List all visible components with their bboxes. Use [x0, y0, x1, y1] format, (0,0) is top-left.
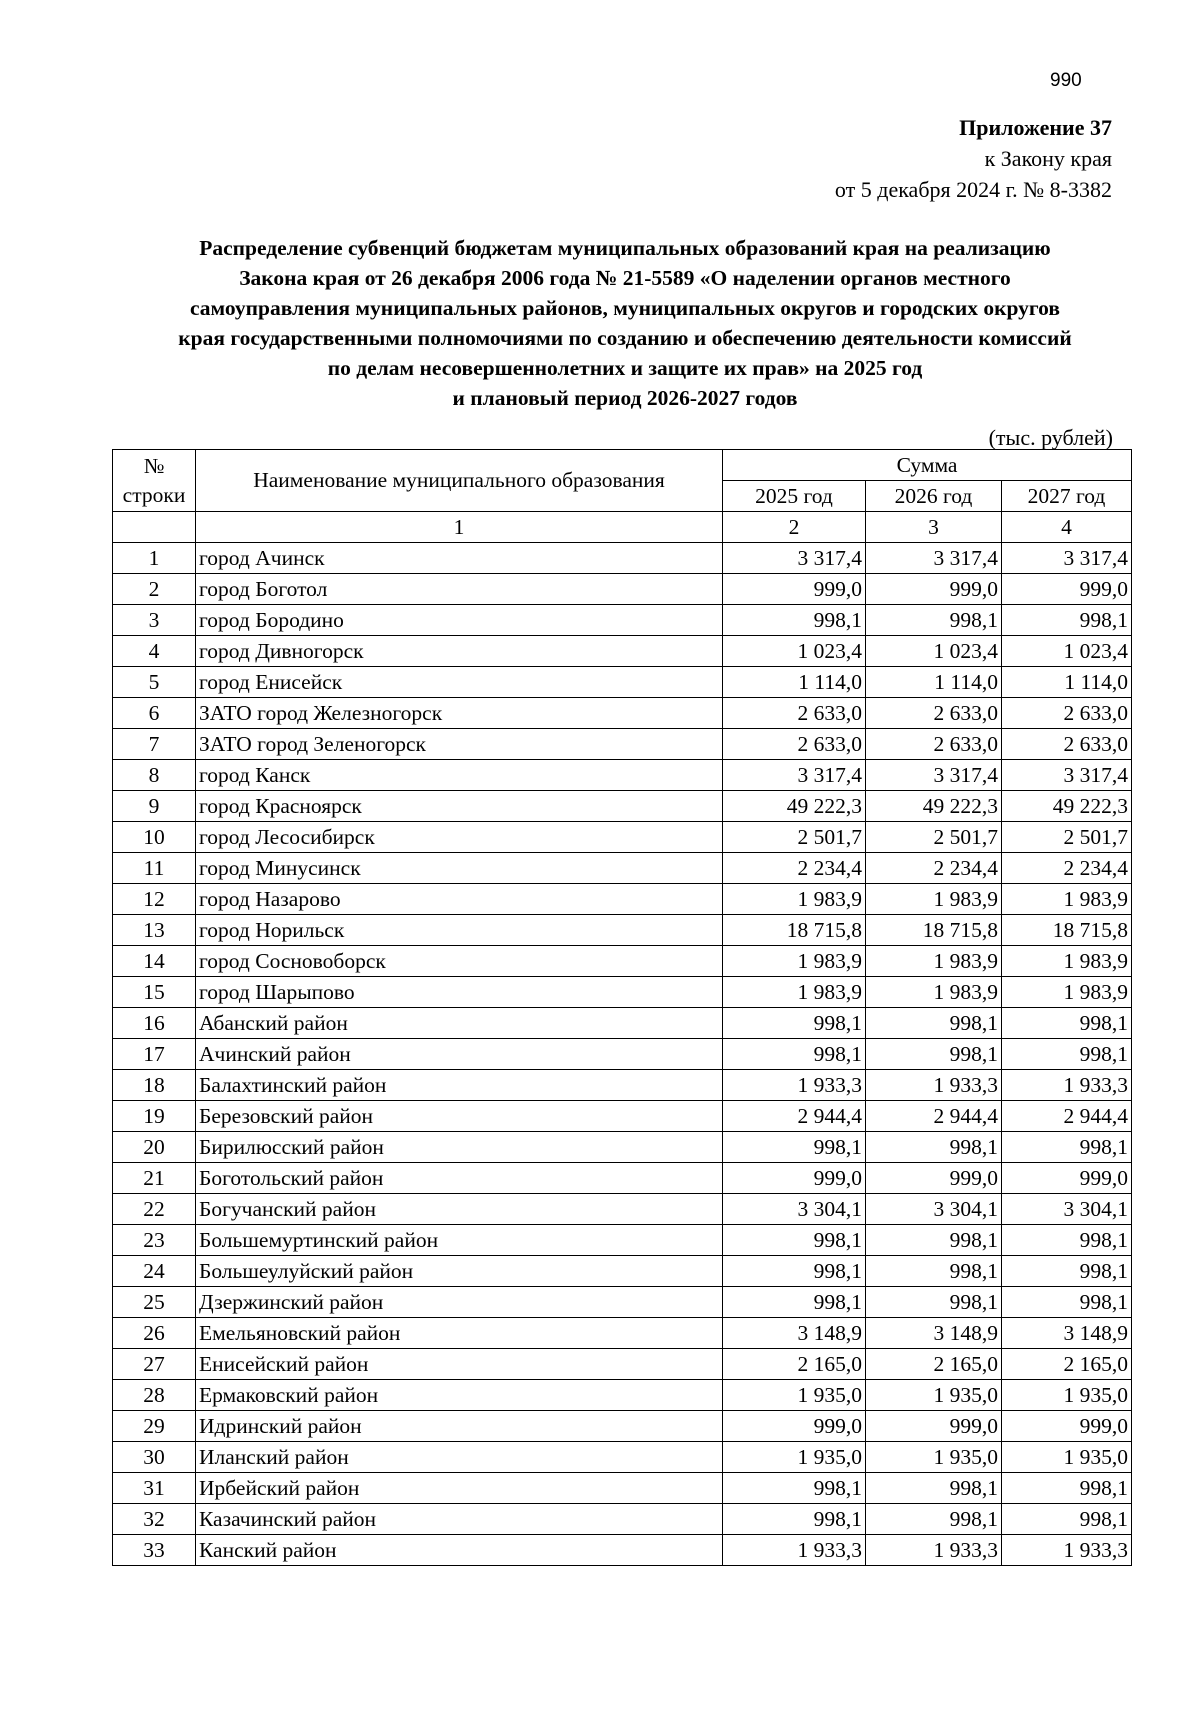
municipality-name-cell: ЗАТО город Зеленогорск	[196, 729, 723, 760]
municipality-name-cell: Иланский район	[196, 1442, 723, 1473]
value-2026-cell: 3 148,9	[866, 1318, 1002, 1349]
municipality-name-cell: город Шарыпово	[196, 977, 723, 1008]
table-row	[113, 543, 1132, 574]
value-2027-cell: 998,1	[1002, 1039, 1132, 1070]
value-2025-cell: 2 633,0	[723, 729, 866, 760]
value-2027-cell: 1 933,3	[1002, 1070, 1132, 1101]
table-row	[113, 884, 1132, 915]
municipality-name-cell: Идринский район	[196, 1411, 723, 1442]
row-number-cell: 30	[113, 1442, 196, 1473]
value-2025-cell: 2 501,7	[723, 822, 866, 853]
value-2027-cell: 1 935,0	[1002, 1380, 1132, 1411]
value-2027-cell: 998,1	[1002, 1504, 1132, 1535]
municipality-name-cell: Боготольский район	[196, 1163, 723, 1194]
table-row	[113, 1163, 1132, 1194]
row-number-cell: 19	[113, 1101, 196, 1132]
value-2026-cell: 1 023,4	[866, 636, 1002, 667]
municipality-name-cell: Ирбейский район	[196, 1473, 723, 1504]
row-number-cell: 15	[113, 977, 196, 1008]
row-number-cell: 14	[113, 946, 196, 977]
table-body	[113, 543, 1132, 1566]
header-year-2025: 2025 год	[723, 481, 866, 512]
value-2027-cell: 998,1	[1002, 1256, 1132, 1287]
municipality-name-cell: город Канск	[196, 760, 723, 791]
municipality-name-cell: город Енисейск	[196, 667, 723, 698]
value-2026-cell: 2 944,4	[866, 1101, 1002, 1132]
value-2027-cell: 2 633,0	[1002, 698, 1132, 729]
table-row	[113, 605, 1132, 636]
value-2027-cell: 3 317,4	[1002, 543, 1132, 574]
header-row-number-sign: №	[143, 453, 165, 478]
value-2025-cell: 1 935,0	[723, 1380, 866, 1411]
value-2026-cell: 3 317,4	[866, 543, 1002, 574]
municipality-name-cell: Емельяновский район	[196, 1318, 723, 1349]
table-row	[113, 1132, 1132, 1163]
value-2025-cell: 1 983,9	[723, 946, 866, 977]
value-2025-cell: 998,1	[723, 1132, 866, 1163]
table-row	[113, 1473, 1132, 1504]
value-2027-cell: 999,0	[1002, 1411, 1132, 1442]
value-2025-cell: 3 317,4	[723, 760, 866, 791]
appendix-law-reference: к Закону края	[984, 146, 1112, 171]
value-2025-cell: 998,1	[723, 1008, 866, 1039]
subvention-table	[112, 449, 1132, 1566]
value-2026-cell: 998,1	[866, 605, 1002, 636]
row-number-cell: 5	[113, 667, 196, 698]
column-number-cell	[113, 512, 196, 543]
table-row	[113, 1039, 1132, 1070]
value-2025-cell: 998,1	[723, 1039, 866, 1070]
value-2027-cell: 2 234,4	[1002, 853, 1132, 884]
row-number-cell: 4	[113, 636, 196, 667]
value-2025-cell: 49 222,3	[723, 791, 866, 822]
table-row	[113, 822, 1132, 853]
municipality-name-cell: Енисейский район	[196, 1349, 723, 1380]
document-title-line: по делам несовершеннолетних и защите их прав» на 2025 год	[327, 356, 923, 380]
value-2026-cell: 1 933,3	[866, 1070, 1002, 1101]
value-2027-cell: 2 501,7	[1002, 822, 1132, 853]
table-row	[113, 791, 1132, 822]
row-number-cell: 29	[113, 1411, 196, 1442]
value-2026-cell: 998,1	[866, 1039, 1002, 1070]
table-row	[113, 946, 1132, 977]
row-number-cell: 13	[113, 915, 196, 946]
document-title-line: Распределение субвенций бюджетам муниципальных образований края на реализацию	[199, 236, 1051, 260]
value-2025-cell: 999,0	[723, 1163, 866, 1194]
value-2026-cell: 1 935,0	[866, 1442, 1002, 1473]
value-2027-cell: 3 317,4	[1002, 760, 1132, 791]
municipality-name-cell: город Красноярск	[196, 791, 723, 822]
row-number-cell: 24	[113, 1256, 196, 1287]
value-2025-cell: 998,1	[723, 1287, 866, 1318]
value-2025-cell: 998,1	[723, 605, 866, 636]
value-2027-cell: 3 304,1	[1002, 1194, 1132, 1225]
row-number-cell: 23	[113, 1225, 196, 1256]
value-2027-cell: 998,1	[1002, 1473, 1132, 1504]
municipality-name-cell: город Норильск	[196, 915, 723, 946]
table-row	[113, 977, 1132, 1008]
table-row	[113, 1380, 1132, 1411]
row-number-cell: 28	[113, 1380, 196, 1411]
municipality-name-cell: Казачинский район	[196, 1504, 723, 1535]
table-row	[113, 729, 1132, 760]
row-number-cell: 26	[113, 1318, 196, 1349]
value-2026-cell: 18 715,8	[866, 915, 1002, 946]
table-row	[113, 1225, 1132, 1256]
table-row	[113, 1194, 1132, 1225]
value-2027-cell: 1 114,0	[1002, 667, 1132, 698]
municipality-name-cell: город Лесосибирск	[196, 822, 723, 853]
value-2027-cell: 999,0	[1002, 574, 1132, 605]
municipality-name-cell: Канский район	[196, 1535, 723, 1566]
value-2027-cell: 18 715,8	[1002, 915, 1132, 946]
value-2027-cell: 999,0	[1002, 1163, 1132, 1194]
value-2025-cell: 999,0	[723, 574, 866, 605]
row-number-cell: 9	[113, 791, 196, 822]
row-number-cell: 25	[113, 1287, 196, 1318]
table-row	[113, 667, 1132, 698]
column-number-cell: 4	[1002, 512, 1132, 543]
value-2027-cell: 998,1	[1002, 1225, 1132, 1256]
document-title-line: самоуправления муниципальных районов, муниципальных округов и городских округов	[190, 296, 1060, 320]
value-2025-cell: 1 935,0	[723, 1442, 866, 1473]
value-2026-cell: 998,1	[866, 1473, 1002, 1504]
value-2025-cell: 2 944,4	[723, 1101, 866, 1132]
value-2026-cell: 998,1	[866, 1225, 1002, 1256]
table-row	[113, 1318, 1132, 1349]
value-2027-cell: 1 935,0	[1002, 1442, 1132, 1473]
table-row	[113, 1008, 1132, 1039]
municipality-name-cell: город Дивногорск	[196, 636, 723, 667]
municipality-name-cell: ЗАТО город Железногорск	[196, 698, 723, 729]
value-2026-cell: 1 933,3	[866, 1535, 1002, 1566]
table-row	[113, 760, 1132, 791]
value-2026-cell: 1 983,9	[866, 884, 1002, 915]
header-municipality-name: Наименование муниципального образования	[196, 450, 723, 512]
value-2027-cell: 1 023,4	[1002, 636, 1132, 667]
table-row	[113, 1287, 1132, 1318]
document-title-line: и плановый период 2026-2027 годов	[452, 386, 798, 410]
table-row	[113, 698, 1132, 729]
municipality-name-cell: Березовский район	[196, 1101, 723, 1132]
value-2025-cell: 2 633,0	[723, 698, 866, 729]
value-2026-cell: 2 633,0	[866, 698, 1002, 729]
value-2025-cell: 1 933,3	[723, 1070, 866, 1101]
header-sum: Сумма	[723, 450, 1132, 481]
value-2027-cell: 2 165,0	[1002, 1349, 1132, 1380]
header-row-number-word: строки	[122, 482, 186, 507]
value-2027-cell: 998,1	[1002, 1287, 1132, 1318]
municipality-name-cell: город Сосновоборск	[196, 946, 723, 977]
value-2026-cell: 999,0	[866, 1411, 1002, 1442]
table-row	[113, 1349, 1132, 1380]
value-2027-cell: 1 983,9	[1002, 884, 1132, 915]
row-number-cell: 33	[113, 1535, 196, 1566]
municipality-name-cell: Балахтинский район	[196, 1070, 723, 1101]
municipality-name-cell: город Ачинск	[196, 543, 723, 574]
column-number-row	[113, 512, 1132, 543]
value-2026-cell: 1 983,9	[866, 946, 1002, 977]
value-2025-cell: 3 317,4	[723, 543, 866, 574]
row-number-cell: 31	[113, 1473, 196, 1504]
value-2026-cell: 2 165,0	[866, 1349, 1002, 1380]
row-number-cell: 3	[113, 605, 196, 636]
value-2025-cell: 998,1	[723, 1473, 866, 1504]
appendix-law-date: от 5 декабря 2024 г. № 8-3382	[834, 177, 1112, 202]
value-2025-cell: 998,1	[723, 1225, 866, 1256]
row-number-cell: 17	[113, 1039, 196, 1070]
value-2027-cell: 2 633,0	[1002, 729, 1132, 760]
row-number-cell: 12	[113, 884, 196, 915]
value-2025-cell: 18 715,8	[723, 915, 866, 946]
value-2026-cell: 2 234,4	[866, 853, 1002, 884]
municipality-name-cell: Ермаковский район	[196, 1380, 723, 1411]
value-2027-cell: 2 944,4	[1002, 1101, 1132, 1132]
value-2025-cell: 3 304,1	[723, 1194, 866, 1225]
column-number-cell: 2	[723, 512, 866, 543]
value-2026-cell: 998,1	[866, 1008, 1002, 1039]
table-row	[113, 1411, 1132, 1442]
page-number: 990	[1050, 70, 1082, 91]
value-2027-cell: 3 148,9	[1002, 1318, 1132, 1349]
row-number-cell: 21	[113, 1163, 196, 1194]
row-number-cell: 2	[113, 574, 196, 605]
table-row	[113, 636, 1132, 667]
document-title	[110, 233, 1140, 413]
value-2026-cell: 1 935,0	[866, 1380, 1002, 1411]
units-label: (тыс. рублей)	[988, 425, 1113, 450]
document-title-line: края государственными полномочиями по созданию и обеспечению деятельности комиссий	[178, 326, 1072, 350]
table-row	[113, 1504, 1132, 1535]
row-number-cell: 6	[113, 698, 196, 729]
value-2025-cell: 999,0	[723, 1411, 866, 1442]
value-2026-cell: 3 304,1	[866, 1194, 1002, 1225]
value-2027-cell: 998,1	[1002, 1008, 1132, 1039]
row-number-cell: 11	[113, 853, 196, 884]
value-2027-cell: 998,1	[1002, 605, 1132, 636]
row-number-cell: 27	[113, 1349, 196, 1380]
value-2026-cell: 998,1	[866, 1504, 1002, 1535]
municipality-name-cell: Большеулуйский район	[196, 1256, 723, 1287]
appendix-header	[835, 112, 1112, 205]
municipality-name-cell: город Боготол	[196, 574, 723, 605]
value-2025-cell: 998,1	[723, 1256, 866, 1287]
value-2025-cell: 1 023,4	[723, 636, 866, 667]
row-number-cell: 20	[113, 1132, 196, 1163]
value-2026-cell: 2 633,0	[866, 729, 1002, 760]
table-row	[113, 915, 1132, 946]
value-2026-cell: 998,1	[866, 1132, 1002, 1163]
header-year-2026: 2026 год	[866, 481, 1002, 512]
column-number-cell: 1	[196, 512, 723, 543]
value-2026-cell: 1 114,0	[866, 667, 1002, 698]
value-2025-cell: 998,1	[723, 1504, 866, 1535]
municipality-name-cell: Дзержинский район	[196, 1287, 723, 1318]
row-number-cell: 7	[113, 729, 196, 760]
value-2026-cell: 999,0	[866, 1163, 1002, 1194]
municipality-name-cell: город Минусинск	[196, 853, 723, 884]
value-2026-cell: 2 501,7	[866, 822, 1002, 853]
value-2027-cell: 1 983,9	[1002, 977, 1132, 1008]
value-2027-cell: 998,1	[1002, 1132, 1132, 1163]
value-2025-cell: 2 165,0	[723, 1349, 866, 1380]
row-number-cell: 10	[113, 822, 196, 853]
value-2027-cell: 49 222,3	[1002, 791, 1132, 822]
value-2025-cell: 3 148,9	[723, 1318, 866, 1349]
table-row	[113, 1535, 1132, 1566]
value-2026-cell: 998,1	[866, 1256, 1002, 1287]
value-2026-cell: 998,1	[866, 1287, 1002, 1318]
table-row	[113, 1256, 1132, 1287]
table-row	[113, 853, 1132, 884]
table-row	[113, 1101, 1132, 1132]
municipality-name-cell: Большемуртинский район	[196, 1225, 723, 1256]
row-number-cell: 16	[113, 1008, 196, 1039]
header-year-2027: 2027 год	[1002, 481, 1132, 512]
appendix-title: Приложение 37	[959, 115, 1112, 140]
value-2026-cell: 49 222,3	[866, 791, 1002, 822]
municipality-name-cell: Ачинский район	[196, 1039, 723, 1070]
municipality-name-cell: Богучанский район	[196, 1194, 723, 1225]
value-2026-cell: 1 983,9	[866, 977, 1002, 1008]
value-2025-cell: 1 983,9	[723, 977, 866, 1008]
value-2025-cell: 2 234,4	[723, 853, 866, 884]
row-number-cell: 22	[113, 1194, 196, 1225]
value-2027-cell: 1 983,9	[1002, 946, 1132, 977]
row-number-cell: 8	[113, 760, 196, 791]
municipality-name-cell: Бирилюсский район	[196, 1132, 723, 1163]
table-row	[113, 1442, 1132, 1473]
header-row-number	[113, 450, 196, 512]
row-number-cell: 32	[113, 1504, 196, 1535]
value-2025-cell: 1 983,9	[723, 884, 866, 915]
municipality-name-cell: город Назарово	[196, 884, 723, 915]
value-2025-cell: 1 933,3	[723, 1535, 866, 1566]
municipality-name-cell: Абанский район	[196, 1008, 723, 1039]
municipality-name-cell: город Бородино	[196, 605, 723, 636]
table-row	[113, 574, 1132, 605]
document-title-line: Закона края от 26 декабря 2006 года № 21-5589 «О наделении органов местного	[239, 266, 1011, 290]
table-row	[113, 1070, 1132, 1101]
value-2026-cell: 3 317,4	[866, 760, 1002, 791]
column-number-cell: 3	[866, 512, 1002, 543]
row-number-cell: 18	[113, 1070, 196, 1101]
value-2025-cell: 1 114,0	[723, 667, 866, 698]
value-2027-cell: 1 933,3	[1002, 1535, 1132, 1566]
row-number-cell: 1	[113, 543, 196, 574]
value-2026-cell: 999,0	[866, 574, 1002, 605]
